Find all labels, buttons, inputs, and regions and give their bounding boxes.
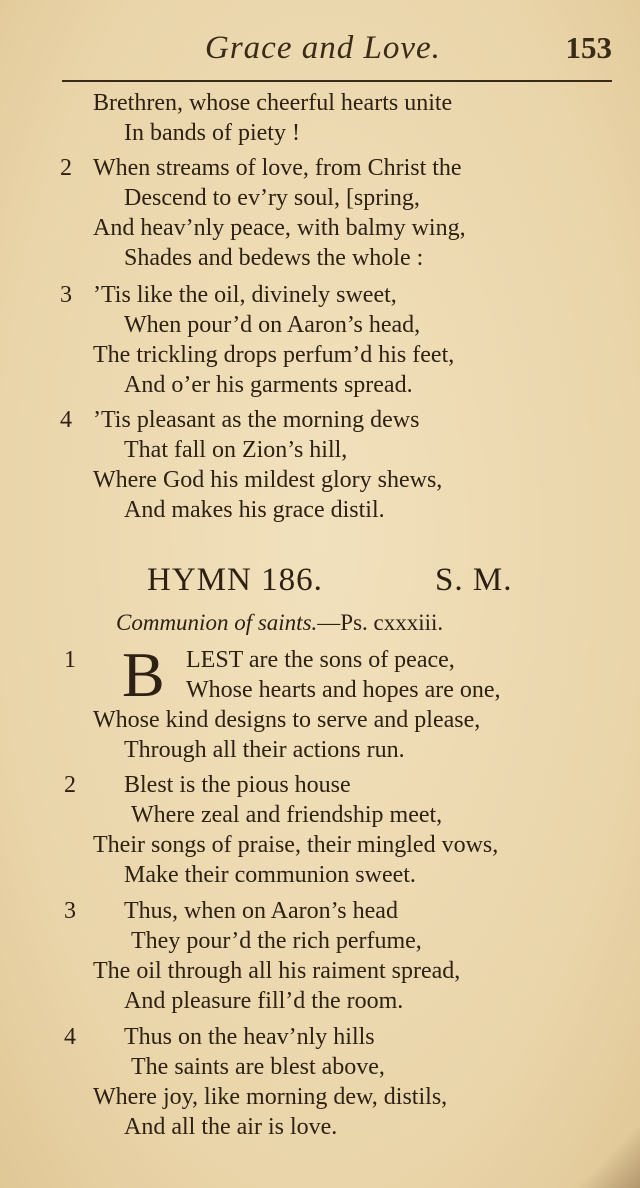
verse-line (0, 645, 640, 675)
verse-number: 4 (60, 407, 72, 433)
verse-line (0, 153, 640, 183)
verse-text: When pour’d on Aaron’s head, (124, 312, 421, 338)
hymn-subtitle: Communion of saints.—Ps. cxxxiii. (116, 610, 444, 635)
verse-text: LEST are the sons of peace, (186, 647, 455, 673)
verse-number: 4 (64, 1024, 76, 1050)
verse-text: Thus on the heav’nly hills (124, 1024, 375, 1050)
verse-number: 3 (64, 898, 76, 924)
verse-line (0, 340, 640, 370)
verse-text: Thus, when on Aaron’s head (124, 898, 398, 924)
verse-text: In bands of piety ! (124, 120, 300, 146)
verse-text: Shades and bedews the whole : (124, 245, 424, 271)
verse-text: Whose kind designs to serve and please, (93, 707, 481, 733)
verse-text: The trickling drops perfum’d his feet, (93, 342, 455, 368)
verse-text: Make their communion sweet. (124, 862, 416, 888)
verse-line (0, 183, 640, 213)
verse-line (0, 280, 640, 310)
verse-number: 1 (64, 647, 76, 673)
verse-line (0, 705, 640, 735)
verse-line (0, 1082, 640, 1112)
verse-text: And heav’nly peace, with balmy wing, (93, 215, 466, 241)
verse-line (0, 800, 640, 830)
verse-line (0, 88, 640, 118)
verse-line (0, 770, 640, 800)
verse-text: And pleasure fill’d the room. (124, 988, 404, 1014)
hymn-meter: S. M. (435, 562, 513, 598)
verse-line (0, 926, 640, 956)
verse-text: And o’er his garments spread. (124, 372, 413, 398)
verse-text: The saints are blest above, (131, 1054, 385, 1080)
verse-text: Blest is the pious house (124, 772, 351, 798)
page-corner-shadow (570, 1128, 640, 1188)
verse-text: Descend to ev’ry soul, [spring, (124, 185, 420, 211)
verse-line (0, 310, 640, 340)
verse-line (0, 675, 640, 705)
verse-line (0, 243, 640, 273)
hymn-heading (0, 562, 640, 602)
verse-text: Where zeal and friendship meet, (131, 802, 443, 828)
verse-text: Whose hearts and hopes are one, (186, 677, 501, 703)
verse-line (0, 735, 640, 765)
verse-line (0, 213, 640, 243)
verse-line (0, 1022, 640, 1052)
verse-number: 3 (60, 282, 72, 308)
verse-line (0, 118, 640, 148)
header-rule (62, 80, 612, 82)
verse-text: Where joy, like morning dew, distils, (93, 1084, 448, 1110)
verse-text: They pour’d the rich perfume, (131, 928, 422, 954)
verse-text: Through all their actions run. (124, 737, 405, 763)
verse-text: And all the air is love. (124, 1114, 338, 1140)
verse-text: That fall on Zion’s hill, (124, 437, 348, 463)
verse-text: When streams of love, from Christ the (93, 155, 462, 181)
drop-cap: B (122, 639, 165, 710)
verse-number: 2 (60, 155, 72, 181)
verse-line (0, 956, 640, 986)
verse-line (0, 370, 640, 400)
verse-line (0, 1052, 640, 1082)
verse-line (0, 896, 640, 926)
verse-text: Brethren, whose cheerful hearts unite (93, 90, 453, 116)
verse-text: ’Tis like the oil, divinely sweet, (93, 282, 397, 308)
verse-text: Where God his mildest glory shews, (93, 467, 443, 493)
verse-line (0, 495, 640, 525)
verse-text: Their songs of praise, their mingled vows, (93, 832, 499, 858)
verse-line (0, 465, 640, 495)
running-header (0, 30, 640, 80)
verse-line (0, 405, 640, 435)
running-title: Grace and Love. (205, 30, 441, 66)
verse-line (0, 435, 640, 465)
verse-line (0, 830, 640, 860)
verse-line (0, 1112, 640, 1142)
verse-text: ’Tis pleasant as the morning dews (93, 407, 420, 433)
verse-line (0, 986, 640, 1016)
verse-number: 2 (64, 772, 76, 798)
verse-text: And makes his grace distil. (124, 497, 385, 523)
hymn-number: HYMN 186. (147, 562, 323, 598)
verse-line (0, 860, 640, 890)
page-number: 153 (565, 30, 612, 65)
verse-text: The oil through all his raiment spread, (93, 958, 461, 984)
